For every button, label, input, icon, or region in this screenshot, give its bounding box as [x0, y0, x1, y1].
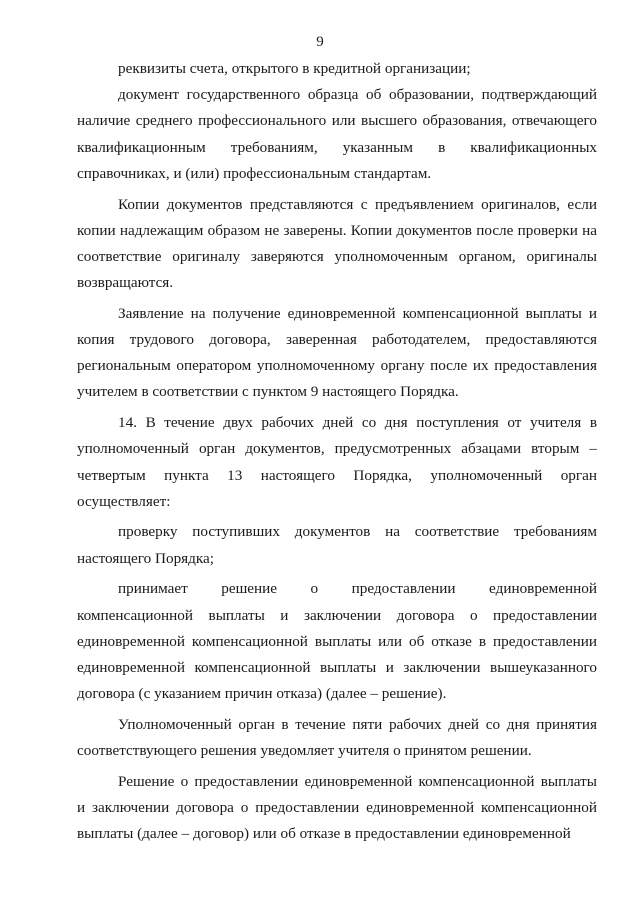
paragraph-document-check: проверку поступивших документов на соответствие требованиям настоящего Порядка;	[77, 523, 597, 567]
paragraph-decision: принимает решение о предоставлении единовременной компенсационной выплаты и заключении договора о предоставлении единовременной компенсационной выплаты или об отказе в предоставлении единовременной компенсационной выплаты и заключении вышеуказанного договора (с указанием причин отказа) (далее – решение).	[77, 580, 597, 703]
paragraph-document-copies: Копии документов представляются с предъявлением оригиналов, если копии надлежащим образом не заверены. Копии документов после проверки на соответствие оригиналу заверяются уполномоченным органом, оригиналы возвращаются.	[77, 195, 597, 292]
paragraph-account-details: реквизиты счета, открытого в кредитной организации;	[118, 60, 471, 77]
page-number: 9	[316, 34, 324, 50]
paragraph-application-submission: Заявление на получение единовременной компенсационной выплаты и копия трудового договора, заверенная работодателем, предоставляются региональным оператором уполномоченному органу после их предоставления учителем в соответствии с пунктом 9 настоящего Порядка.	[77, 304, 597, 401]
paragraph-education-document: документ государственного образца об образовании, подтверждающий наличие среднего профессионального или высшего образования, отвечающего квалификационным требованиям, указанным в квалификационных справочниках, и (или) профессиональным стандартам.	[77, 86, 597, 182]
paragraph-notification: Уполномоченный орган в течение пяти рабочих дней со дня принятия соответствующего решения уведомляет учителя о принятом решении.	[77, 715, 597, 760]
paragraph-clause-14: 14. В течение двух рабочих дней со дня поступления от учителя в уполномоченный орган документов, предусмотренных абзацами вторым – четвертым пункта 13 настоящего Порядка, уполномоченный орган осуществляет:	[77, 414, 597, 510]
paragraph-decision-contract: Решение о предоставлении единовременной компенсационной выплаты и заключении договора о предоставлении единовременной компенсационной выплаты (далее – договор) или об отказе в предоставлении единовременной	[77, 772, 597, 843]
document-body	[77, 56, 597, 847]
